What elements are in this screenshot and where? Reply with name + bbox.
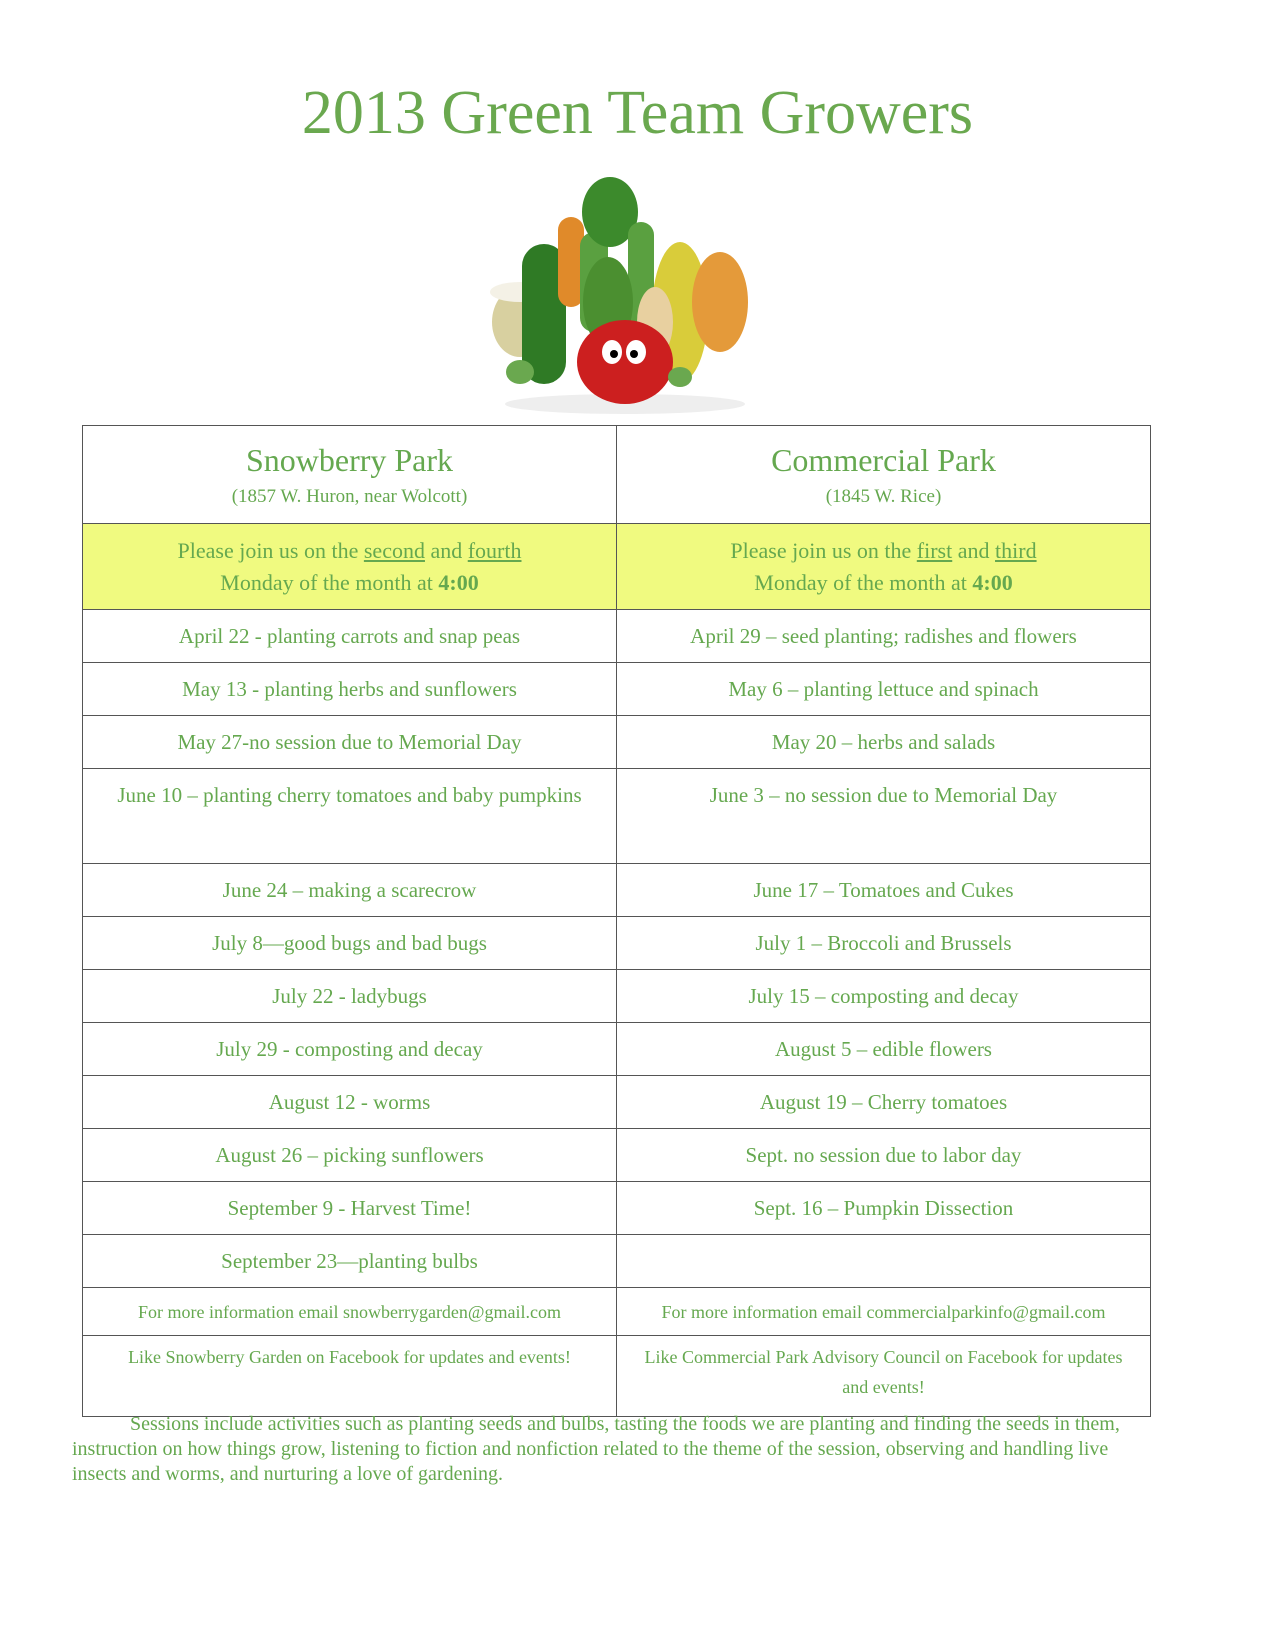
- join-text: Please join us on the: [730, 537, 917, 563]
- session-cell: [617, 1235, 1151, 1288]
- vegetable-characters-illustration: [480, 172, 770, 417]
- park-name: Commercial Park: [771, 441, 996, 478]
- park-name: Snowberry Park: [245, 441, 454, 478]
- park-address: (1845 W. Rice): [825, 485, 942, 507]
- session-cell: May 27-no session due to Memorial Day: [83, 716, 617, 769]
- session-row: [83, 1076, 1151, 1129]
- session-row: [83, 663, 1151, 716]
- meeting-schedule: [617, 524, 1151, 610]
- session-cell: July 1 – Broccoli and Brussels: [617, 917, 1151, 970]
- join-week: second: [363, 537, 425, 563]
- session-cell: July 8—good bugs and bad bugs: [83, 917, 617, 970]
- table-header-row: [83, 426, 1151, 524]
- session-row: [83, 1023, 1151, 1076]
- meeting-schedule: [83, 524, 617, 610]
- session-cell: Sept. 16 – Pumpkin Dissection: [617, 1182, 1151, 1235]
- session-cell: June 10 – planting cherry tomatoes and baby pumpkins: [83, 769, 617, 864]
- email-row: [83, 1288, 1151, 1336]
- meeting-schedule-row: [83, 524, 1151, 610]
- join-time: 4:00: [438, 569, 479, 595]
- join-week: fourth: [467, 537, 522, 563]
- session-row: [83, 769, 1151, 864]
- session-row: [83, 1235, 1151, 1288]
- session-row: [83, 1182, 1151, 1235]
- session-row: [83, 917, 1151, 970]
- session-cell: August 5 – edible flowers: [617, 1023, 1151, 1076]
- sessions-description: Sessions include activities such as planting seeds and bulbs, tasting the foods we are planting and finding the seeds in them, instruction on how things grow, listening to fiction and nonfiction related to the theme of the session, observing and handling live insects and worms, and nurturing a love of gardening.: [72, 1413, 1120, 1485]
- session-cell: May 13 - planting herbs and sunflowers: [83, 663, 617, 716]
- facebook-info: Like Commercial Park Advisory Council on Facebook for updates and events!: [617, 1336, 1151, 1417]
- session-cell: September 23—planting bulbs: [83, 1235, 617, 1288]
- park-header: [617, 426, 1151, 524]
- session-cell: Sept. no session due to labor day: [617, 1129, 1151, 1182]
- session-cell: July 29 - composting and decay: [83, 1023, 617, 1076]
- email-info: For more information email commercialparkinfo@gmail.com: [617, 1288, 1151, 1336]
- session-row: [83, 1129, 1151, 1182]
- facebook-row: [83, 1336, 1151, 1417]
- session-cell: August 12 - worms: [83, 1076, 617, 1129]
- session-cell: April 29 – seed planting; radishes and flowers: [617, 610, 1151, 663]
- session-cell: August 26 – picking sunflowers: [83, 1129, 617, 1182]
- session-cell: July 22 - ladybugs: [83, 970, 617, 1023]
- page-title: 2013 Green Team Growers: [301, 79, 974, 147]
- session-row: [83, 970, 1151, 1023]
- session-cell: April 22 - planting carrots and snap peas: [83, 610, 617, 663]
- join-week: third: [995, 537, 1037, 563]
- join-text: Monday of the month at: [220, 569, 439, 595]
- schedule-table: [82, 425, 1151, 1417]
- facebook-info: Like Snowberry Garden on Facebook for updates and events!: [83, 1336, 617, 1417]
- join-text: Please join us on the: [177, 537, 364, 563]
- join-text: and: [424, 537, 468, 563]
- join-time: 4:00: [972, 569, 1013, 595]
- join-text: and: [952, 537, 996, 563]
- park-address: (1857 W. Huron, near Wolcott): [231, 485, 468, 507]
- session-cell: September 9 - Harvest Time!: [83, 1182, 617, 1235]
- join-week: first: [916, 537, 953, 563]
- session-cell: May 20 – herbs and salads: [617, 716, 1151, 769]
- email-info: For more information email snowberrygarden@gmail.com: [83, 1288, 617, 1336]
- session-cell: May 6 – planting lettuce and spinach: [617, 663, 1151, 716]
- session-row: [83, 716, 1151, 769]
- session-cell: July 15 – composting and decay: [617, 970, 1151, 1023]
- session-cell: June 3 – no session due to Memorial Day: [617, 769, 1151, 864]
- session-row: [83, 610, 1151, 663]
- session-row: [83, 864, 1151, 917]
- park-header: [83, 426, 617, 524]
- session-cell: June 24 – making a scarecrow: [83, 864, 617, 917]
- session-cell: August 19 – Cherry tomatoes: [617, 1076, 1151, 1129]
- session-cell: June 17 – Tomatoes and Cukes: [617, 864, 1151, 917]
- join-text: Monday of the month at: [754, 569, 973, 595]
